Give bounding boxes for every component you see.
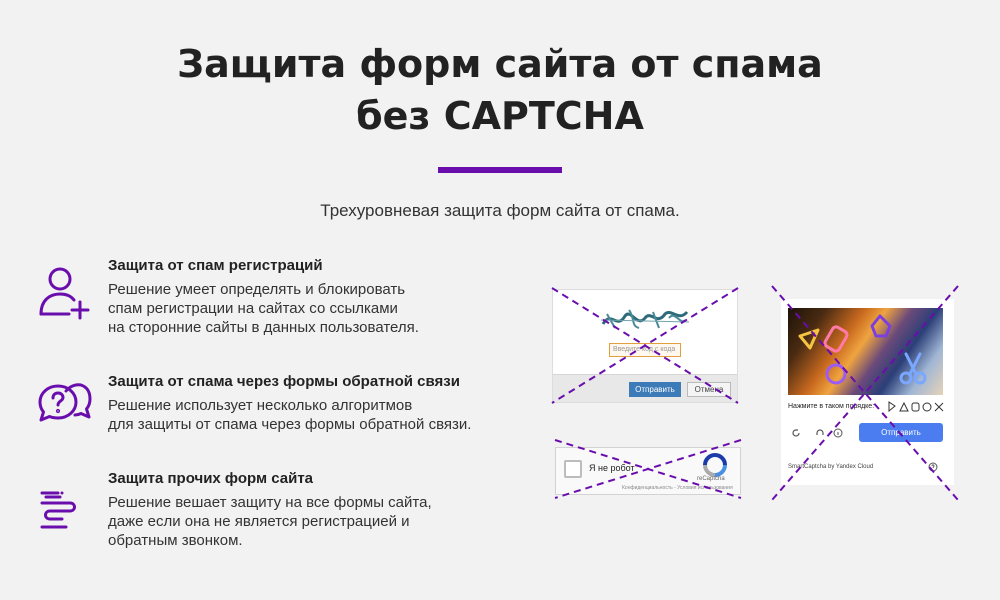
recaptcha-checkbox-label: Я не робот [589,463,635,473]
smartcaptcha-instruction: Нажмите в таком порядке: [788,403,875,410]
info-icon[interactable] [833,428,843,438]
classic-captcha-sample [552,289,738,403]
feature-description: Решение вешает защиту на все формы сайта, даже если она не является регистрацией и обратным звонком. [108,494,432,549]
smartcaptcha-footer: SmartCaptcha by Yandex Cloud [788,464,874,470]
page-subtitle: Трехуровневая защита форм сайта от спама. [320,201,680,220]
recaptcha-brand: reCaptcha [697,476,725,482]
title-line-1: Защита форм сайта от спама [177,42,823,86]
distorted-captcha-image [599,304,691,334]
shape-order-icon [887,401,947,412]
headphones-icon[interactable] [815,428,825,438]
captcha-code-input[interactable]: Введите код с кода [609,343,681,357]
smartcaptcha-sample [781,299,954,485]
smartcaptcha-send-button[interactable]: Отправить [859,423,943,442]
recaptcha-privacy-link[interactable]: Конфиденциальность - Условия использования [622,485,733,491]
form-lines-icon [36,477,92,533]
recaptcha-checkbox[interactable] [564,460,582,478]
help-icon[interactable] [928,462,938,472]
refresh-icon[interactable] [791,428,801,438]
feature-description: Решение умеет определять и блокировать спам регистрации на сайтах со ссылками на сторонние сайты в данных пользователя. [108,281,419,336]
feature-title: Защита прочих форм сайта [108,470,314,487]
smartcaptcha-shapes [788,308,943,395]
title-accent-bar [438,167,562,173]
captcha-cancel-button[interactable]: Отмена [687,382,731,397]
recaptcha-logo-icon [702,452,728,478]
page-title [0,38,1000,142]
captcha-send-button[interactable]: Отправить [629,382,681,397]
feature-title: Защита от спама через формы обратной связи [108,373,460,390]
recaptcha-sample [555,447,741,495]
feature-description: Решение использует несколько алгоритмов для защиты от спама через формы обратной связи. [108,397,472,433]
chat-question-icon [36,380,92,436]
title-line-2: без CAPTCHA [356,94,644,138]
user-plus-icon [36,264,92,320]
feature-title: Защита от спам регистраций [108,257,323,274]
